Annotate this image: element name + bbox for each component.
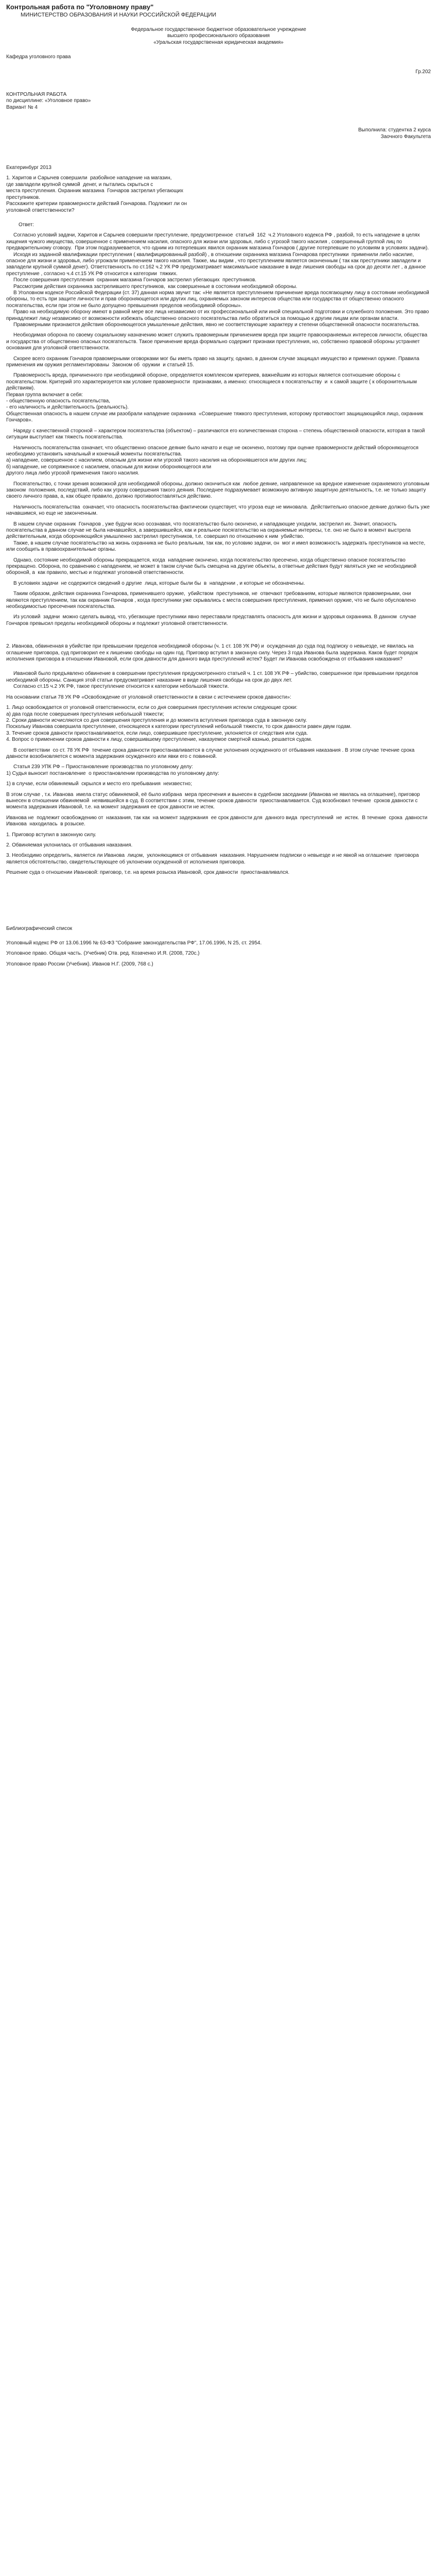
paragraph: Правомерными признаются действия обороняющегося умышленные действия, явно не соответствующие характеру и степени общественной опасности посягательства. bbox=[13, 322, 420, 328]
paragraph: После совершения преступления охранник магазина Гончаров застрелил убегающих преступников. bbox=[13, 277, 257, 283]
task-line: Расскажите критерии правомерности действий Гончарова. Подлежит ли он bbox=[6, 201, 187, 207]
paragraph: 3. Течение сроков давности приостанавливается, если лицо, совершившее преступление, уклоняется от следствия или суда. bbox=[6, 730, 308, 736]
paragraph: В этом случае , т.к. Иванова имела статус обвиняемой, её было избрана мера пресечения и вынесен в судебном заседании (Иванова не явилась на оглашение), приговор вынесен в отношении обвиняемой неявившейся в суд. В соответствии с этим, течение сроков давности приостанавливается. Суд возобновил течение сроков давности с момента задержания Ивановой, т.е. на момент задержания ее срок давности не истек. bbox=[6, 791, 422, 810]
paragraph: В нашем случае охранник Гончаров , уже будучи ясно осознавая, что посягательство было окончено, и нападающие уходили, застрелил их. Значит, опасность посягательства в данном случае не была начавшейся, а завершившейся, как и реальное посягательство на охраняемые интересы, т.е. оно не было в момент выстрела действительным, когда обороняющийся умышленно застрелил преступников, т.е. совершил по отношению к ним убийство. bbox=[6, 521, 412, 540]
paragraph: Общественная опасность в нашем случае им разобрали нападение охранника «Совершение тяжкого преступления, которому противостоит защищающийся лицо, охранник Гончаров». bbox=[6, 411, 425, 423]
performer-line: Выполнила: студентка 2 курса bbox=[358, 127, 431, 133]
paragraph: а) нападение, совершенное с насилием, опасным для жизни или угрозой такого насилия на оборонявшегося или других лиц; bbox=[6, 457, 307, 464]
paragraph: Согласно условий задачи, Харитов и Сарычев совершили преступление, предусмотренное статьей 162 ч.2 Уголовного кодекса РФ , разбой, то есть нападение в целях хищения чужого имущества, совершенное с применением насилия, опасного для жизни или здоровья, либо с угрозой такого насилия , совершенный группой лиц по предварительному сговору. При этом подразумевается, что одним из потерпевших явился охранник магазина Гончаров ( другие потерпевшие по условиям в условиях задачи). bbox=[6, 232, 429, 251]
paragraph: Из условий задачи можно сделать вывод, что, убегающие преступники явно переставали представлять опасность для жизни и здоровья охранника. В данном случае Гончаров превысил пределы необходимой обороны и подлежит уголовной ответственности. bbox=[6, 614, 421, 626]
bibliography-item: Уголовное право России (Учебник). Иванов Н.Г. (2009, 768 с.) bbox=[6, 961, 153, 967]
paragraph: Наличность посягательства означает, что общественно опасное деяние было начато и еще не окончено, поэтому при оценке правомерности действий обороняющегося необходимо установить начальный и конечный моменты посягательства. bbox=[6, 445, 420, 457]
group-line: Гр.202 bbox=[415, 69, 431, 75]
paragraph: Посягательство, с точки зрения возможной для необходимой обороны, должно окончиться как любое деяние, направленное на вредное изменение охраняемого уголовным законом положения, последствий, либо как угрозу совершения такого деяния. Последнее подразумевает возможную активную защитную деятельность, т.е. не только защиту своего личного права, а, как общее правило, должно противопоставляться действию. bbox=[6, 481, 431, 500]
document-body bbox=[0, 19, 436, 968]
paragraph: Первая группа включает в себя: bbox=[6, 392, 83, 398]
paragraph: 2. Сроки давности исчисляются со дня совершения преступления и до момента вступления приговора суда в законную силу. bbox=[6, 717, 307, 723]
paragraph: другого лица либо угрозой применения такого насилия. bbox=[6, 470, 139, 477]
document-title: Контрольная работа по "Уголовному праву" bbox=[6, 3, 154, 11]
paragraph: Статья 239 УПК РФ – Приостановление производства по уголовному делу: bbox=[13, 764, 193, 770]
paragraph: Рассмотрим действия охранника застрелившего преступников, как совершенные в состоянии необходимой обороны. bbox=[13, 283, 298, 290]
discipline-line: по дисциплине: «Уголовное право» bbox=[6, 98, 91, 104]
paragraph: 3. Необходимо определить, является ли Иванова лицом, уклоняющимся от отбывания наказания. Нарушением подписки о невыезде и не явкой на оглашение приговора является обстоятельство, свидетельствующее об уклонении осужденной от исполнения приговора. bbox=[6, 853, 421, 865]
paragraph: Согласно ст.15 ч.2 УК РФ, такое преступление относится к категории небольшой тяжести. bbox=[13, 684, 229, 690]
institution-line: высшего профессионального образования bbox=[167, 33, 270, 39]
institution-line: «Уральская государственная юридическая академия» bbox=[153, 39, 284, 45]
paragraph: - общественную опасность посягательства, bbox=[6, 398, 110, 404]
answer-paragraphs bbox=[6, 232, 431, 627]
work-label: КОНТРОЛЬНАЯ РАБОТА bbox=[6, 92, 67, 98]
task-line: преступников. bbox=[6, 194, 40, 200]
task-line: места преступления. Охранник магазина Гончаров застрелил убегающих bbox=[6, 188, 184, 194]
paragraph: Иванова не подлежит освобождению от наказания, так как на момент задержания ее срок давности для данного вида преступлений не истек. В течение срока давности Иванова находилась в розыске. bbox=[6, 815, 430, 827]
institution-block bbox=[6, 27, 431, 46]
paragraph: Наличность посягательства означает, что опасность посягательства фактически существует, что угроза еще не миновала. Действительно опасное деяние должно быть уже начавшимся, но еще не законченным. bbox=[6, 504, 431, 517]
bibliography-item: Уголовное право. Общая часть. (Учебник) Отв. ред. Козаченко И.Я. (2008, 720с.) bbox=[6, 951, 200, 957]
paragraph: Правомерность вреда, причиненного при необходимой обороне, определяется комплексом критериев, важнейшим из которых является соотношение обороны с посягательством. Критерий это характеризуется как условие правомерности признаками, а именно: относящиеся к посягательству и к самой защите ( к оборонительным действиям). bbox=[6, 372, 418, 392]
paragraph: Наряду с качественной стороной – характером посягательства (объектом) – различаются его количественная сторона – степень общественной опасности, которая в такой ситуации выступает как тяжесть посягательства. bbox=[6, 428, 427, 440]
paragraph: - его наличность и действительность (реальность). bbox=[6, 404, 129, 411]
paragraph: Скорее всего охранник Гончаров правомерными оговорками мог бы иметь право на защиту, однако, в данном случае защищал имущество и применил оружие. Правила применения им оружия регламентированы Законом об оружии и статьей 15. bbox=[6, 355, 421, 368]
task-line: уголовной ответственности? bbox=[6, 207, 75, 213]
department-line: Кафедра уголовного права bbox=[6, 54, 71, 60]
paragraph: 1. Приговор вступил в законную силу. bbox=[6, 832, 96, 838]
bibliography bbox=[6, 926, 431, 968]
paragraph: В условиях задачи не содержится сведений о другие лица, которые были бы в нападении , и которые не обозначенны. bbox=[13, 580, 305, 586]
paragraph: Решение суда о отношении Ивановой: приговор, т.е. на время розыска Ивановой, срок давности приостанавливался. bbox=[6, 870, 290, 876]
paragraph: Исходя из заданной квалификации преступления ( квалифицированный разбой) , в отношении охранника магазина Гончарова преступники применили либо насилие, опасное для жизни и здоровья, либо угрожали применением такого насилия. Также, мы видим , что преступлением является оконченным ( так как преступники завладели и завладели крупной суммой денег). Ответственность по ст.162 ч.2 УК РФ предусматривает максимальное наказание в виде лишения свободы на срок до десяти лет , а данное преступление , согласно ч.4 ст.15 УК РФ относится к категории тяжких. bbox=[6, 251, 427, 277]
city-year: Екатеринбург 2013 bbox=[6, 165, 51, 171]
task-line: где завладели крупной суммой денег, и пытались скрыться с bbox=[6, 181, 153, 188]
paragraph: В Уголовном кодексе Российской Федерации (ст. 37) данная норма звучит так: «Не является преступлением причинение вреда посягающему лицу в состоянии необходимой обороны, то есть при защите личности и прав обороняющегося или других лиц, охраняемых законом интересов общества или государства от общественно опасного посягательства, если при этом не было допущено превышения пределов необходимой обороны». bbox=[6, 290, 431, 309]
task2-block bbox=[6, 643, 431, 876]
document-header bbox=[0, 0, 436, 19]
variant-line: Вариант № 4 bbox=[6, 104, 38, 110]
performer-line: Заочного Факультета bbox=[380, 133, 431, 140]
paragraph: В соответствии со ст. 78 УК РФ течение срока давности приостанавливается в случае уклонения осужденного от отбывания наказания . В этом случае течение срока давности возобновляется с момента задержания осужденного или явки его с повинной. bbox=[6, 747, 416, 759]
paragraph: Однако, состояние необходимой обороны прекращается, когда нападение окончено, когда посягательство пресечено, когда общественно опасное посягательство прекращено. Оборона, по сравнению с нападением, не может в таком случае быть смещена на другие объекты, а ответные действия будут являться уже не необходимой обороной, а как правило, местью и подлежат уголовной ответственности. bbox=[6, 557, 418, 576]
paragraph: Также, в нашем случае посягательство на жизнь охранника не было реальным, так как, по условию задачи, он мог и имел возможность задержать преступников на месте, или сообщить в правоохранительные органы. bbox=[6, 540, 427, 553]
paragraph: 1) Судья выносит постановление о приостановлении производства по уголовному делу: bbox=[6, 770, 219, 776]
paragraph: 4. Вопрос о применении сроков давности к лицу, совершившему преступление, наказуемое смертной казнью, решается судом. bbox=[6, 737, 312, 743]
paragraph: Ивановой было предъявлено обвинение в совершении преступления предусмотренного статьей ч. 1 ст. 108 УК РФ – убийство, совершенное при превышении пределов необходимой обороны. Санкция этой статьи предусматривает наказание в виде лишения свободы на срок до двух лет. bbox=[6, 671, 420, 683]
institution-line: Федеральное государственное бюджетное образовательное учреждение bbox=[131, 27, 306, 32]
answer-label: Ответ: bbox=[19, 222, 34, 228]
bibliography-item: Уголовный кодекс РФ от 13.06.1996 № 63-ФЗ "Собрание законодательства РФ", 17.06.1996, N 25, ст. 2954. bbox=[6, 940, 262, 946]
paragraph: б) нападение, не сопряженное с насилием, опасным для жизни обороняющегося или bbox=[6, 464, 212, 470]
paragraph: 1) в случае, если обвиняемый скрылся и место его пребывания неизвестно; bbox=[6, 781, 192, 787]
task-block bbox=[6, 175, 431, 213]
paragraph: 1. Лицо освобождается от уголовной ответственности, если со дня совершения преступления истекли следующие сроки: bbox=[6, 705, 298, 711]
paragraph: Таким образом, действия охранника Гончарова, применившего оружие, убийством преступников, не отвечают требованиям, которые являются правомерными, они являются преступлением, так как охранник Гончаров , когда преступники уже скрывались с места совершения преступления, применил оружие, что не было обусловлено необходимостью пресечения посягательства. bbox=[6, 591, 417, 610]
paragraph: а) два года после совершения преступления небольшой тяжести; bbox=[6, 711, 164, 717]
task-line: 1. Харитов и Сарычев совершили разбойное нападение на магазин, bbox=[6, 175, 172, 181]
paragraph: На основании статьи 78 УК РФ «Освобождение от уголовной ответственности в связи с истечением сроков давности»: bbox=[6, 694, 291, 700]
paragraph: 2. Обвиняемая уклонилась от отбывания наказания. bbox=[6, 842, 133, 848]
paragraph: Право на необходимую оборону имеют в равной мере все лица независимо от их профессиональной или иной специальной подготовки и служебного положения. Это право принадлежит лицу независимо от возможности избежать общественно опасного посягательства либо обратиться за помощью к другим лицам или органам власти. bbox=[6, 309, 430, 321]
paragraph: Необходимая оборона по своему социальному назначению может служить правомерным причинением вреда при защите правоохраняемых интересов личности, общества и государства от общественно опасных посягательств. Такое причинение вреда формально содержит признаки преступления, но, собственно правовой обороны устраняет основания для уголовной ответственности. bbox=[6, 332, 429, 351]
task2-intro: 2. Иванова, обвиненная в убийстве при превышении пределов необходимой обороны (ч. 1 ст. 108 УК РФ) и осужденная до суда под подписку о невыезде, не явилась на оглашение приговора, суд приговорил ее к лишению свободы на один год. Приговор вступил в законную силу. Через 3 года Иванова была задержана. Каков будет порядок исполнения приговора в отношении Ивановой, если срок давности для данного вида преступлений истек? Будет ли Иванова освобождена от отбывания наказания? bbox=[6, 643, 420, 663]
bibliography-title: Библиографический список bbox=[6, 925, 73, 931]
paragraph: Поскольку Иванова совершила преступление, относящееся к категории преступлений небольшой тяжести, то срок давности равен двум годам. bbox=[6, 724, 352, 730]
ministry-line: МИНИСТЕРСТВО ОБРАЗОВАНИЯ И НАУКИ РОССИЙСКОЙ ФЕДЕРАЦИИ bbox=[21, 12, 217, 18]
